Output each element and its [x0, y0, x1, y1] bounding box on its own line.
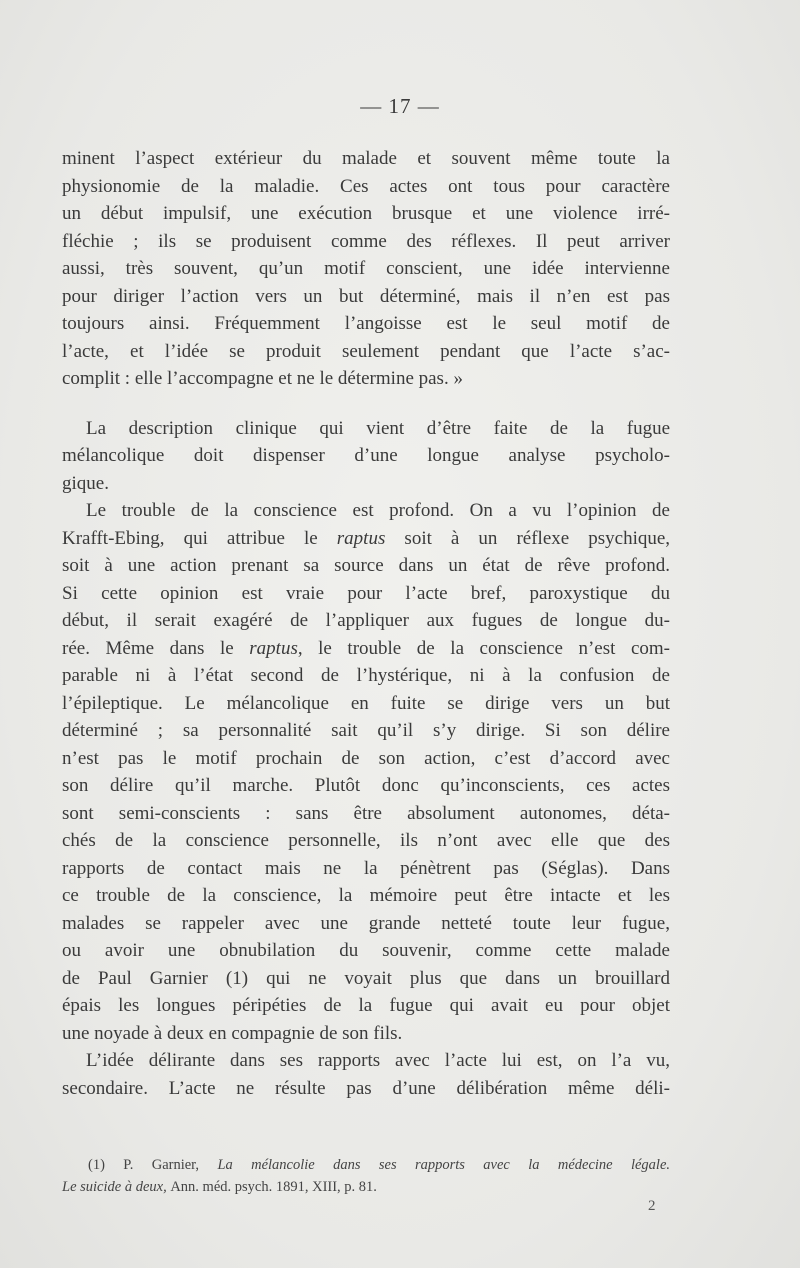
footnote-line: (1) P. Garnier, La mélancolie dans ses rapports avec la médecine légale. [88, 1157, 671, 1173]
text-line: minent l’aspect extérieur du malade et souvent même toute la [62, 148, 670, 169]
text-line: Krafft-Ebing, qui attribue le raptus soit à un réflexe psychique, [62, 527, 671, 549]
text-line: parable ni à l’état second de l’hystérique, ni à la confusion de [62, 665, 670, 686]
signature-mark: 2 [648, 1198, 656, 1214]
text-line: chés de la conscience personnelle, ils n’ont avec elle que des [62, 830, 670, 851]
text-line: complit : elle l’accompagne et ne le détermine pas. » [62, 368, 463, 389]
text-line: rée. Même dans le raptus, le trouble de la conscience n’est com- [62, 637, 670, 659]
text-line: épais les longues péripéties de la fugue qui avait eu pour objet [62, 995, 670, 1016]
text-line: physionomie de la maladie. Ces actes ont tous pour caractère [62, 175, 670, 197]
text-line: son délire qu’il marche. Plutôt donc qu’inconscients, ces actes [62, 775, 670, 796]
text-line: n’est pas le motif prochain de son action, c’est d’accord avec [62, 747, 670, 769]
page-number: — 17 — [360, 94, 440, 118]
text-line: de Paul Garnier (1) qui ne voyait plus que dans un brouillard [62, 967, 670, 989]
footnote [62, 1154, 670, 1198]
text-line: gique. [62, 472, 109, 494]
text-line: malades se rappeler avec une grande netteté toute leur fugue, [62, 912, 670, 934]
paragraph-4 [62, 1047, 670, 1102]
text-line: ce trouble de la conscience, la mémoire peut être intacte et les [62, 885, 670, 906]
text-line: rapports de contact mais ne la pénètrent pas (Séglas). Dans [62, 857, 670, 879]
footnote-subtitle: Le suicide à deux, [62, 1179, 167, 1195]
text-line: secondaire. L’acte ne résulte pas d’une délibération même déli- [62, 1077, 670, 1099]
paragraph-1 [62, 145, 670, 393]
text-line: Si cette opinion est vraie pour l’acte bref, paroxystique du [62, 582, 670, 604]
text-line: toujours ainsi. Fréquemment l’angoisse est le seul motif de [62, 313, 670, 334]
text-line: aussi, très souvent, qu’un motif conscient, une idée intervienne [62, 258, 670, 279]
footnote-title: La mélancolie dans ses rapports avec la médecine légale. [217, 1157, 671, 1173]
text-line: sont semi-conscients : sans être absolument autonomes, déta- [62, 802, 670, 824]
paragraph-2 [62, 415, 670, 498]
text-line: l’épileptique. Le mélancolique en fuite se dirige vers un but [62, 692, 670, 714]
text-line: L’idée délirante dans ses rapports avec l’acte lui est, on l’a vu, [86, 1050, 670, 1071]
text-line: pour diriger l’action vers un but déterminé, mais il n’en est pas [62, 285, 670, 307]
paragraph-3 [62, 497, 670, 1047]
text-line: début, il serait exagéré de l’appliquer aux fugues de longue du- [62, 610, 670, 631]
text-line: mélancolique doit dispenser d’une longue analyse psycholo- [62, 445, 670, 466]
text-line: Le trouble de la conscience est profond. On a vu l’opinion de [86, 500, 670, 521]
text-line: l’acte, et l’idée se produit seulement pendant que l’acte s’ac- [62, 340, 670, 362]
italic-term: raptus [336, 527, 386, 549]
text-line: un début impulsif, une exécution brusque et une violence irré- [62, 203, 670, 224]
text-line: déterminé ; sa personnalité sait qu’il s’y dirige. Si son délire [62, 720, 670, 741]
body-text [62, 145, 670, 1102]
footnote-line: Le suicide à deux, Ann. méd. psych. 1891, XIII, p. 81. [62, 1179, 377, 1195]
text-line: ou avoir une obnubilation du souvenir, comme cette malade [62, 940, 670, 961]
text-line: une noyade à deux en compagnie de son fils. [62, 1022, 403, 1044]
text-line: La description clinique qui vient d’être faite de la fugue [86, 417, 670, 439]
text-line: fléchie ; ils se produisent comme des réflexes. Il peut arriver [62, 230, 670, 252]
text-line: soit à une action prenant sa source dans un état de rêve profond. [62, 555, 670, 576]
italic-term: raptus [249, 637, 298, 659]
